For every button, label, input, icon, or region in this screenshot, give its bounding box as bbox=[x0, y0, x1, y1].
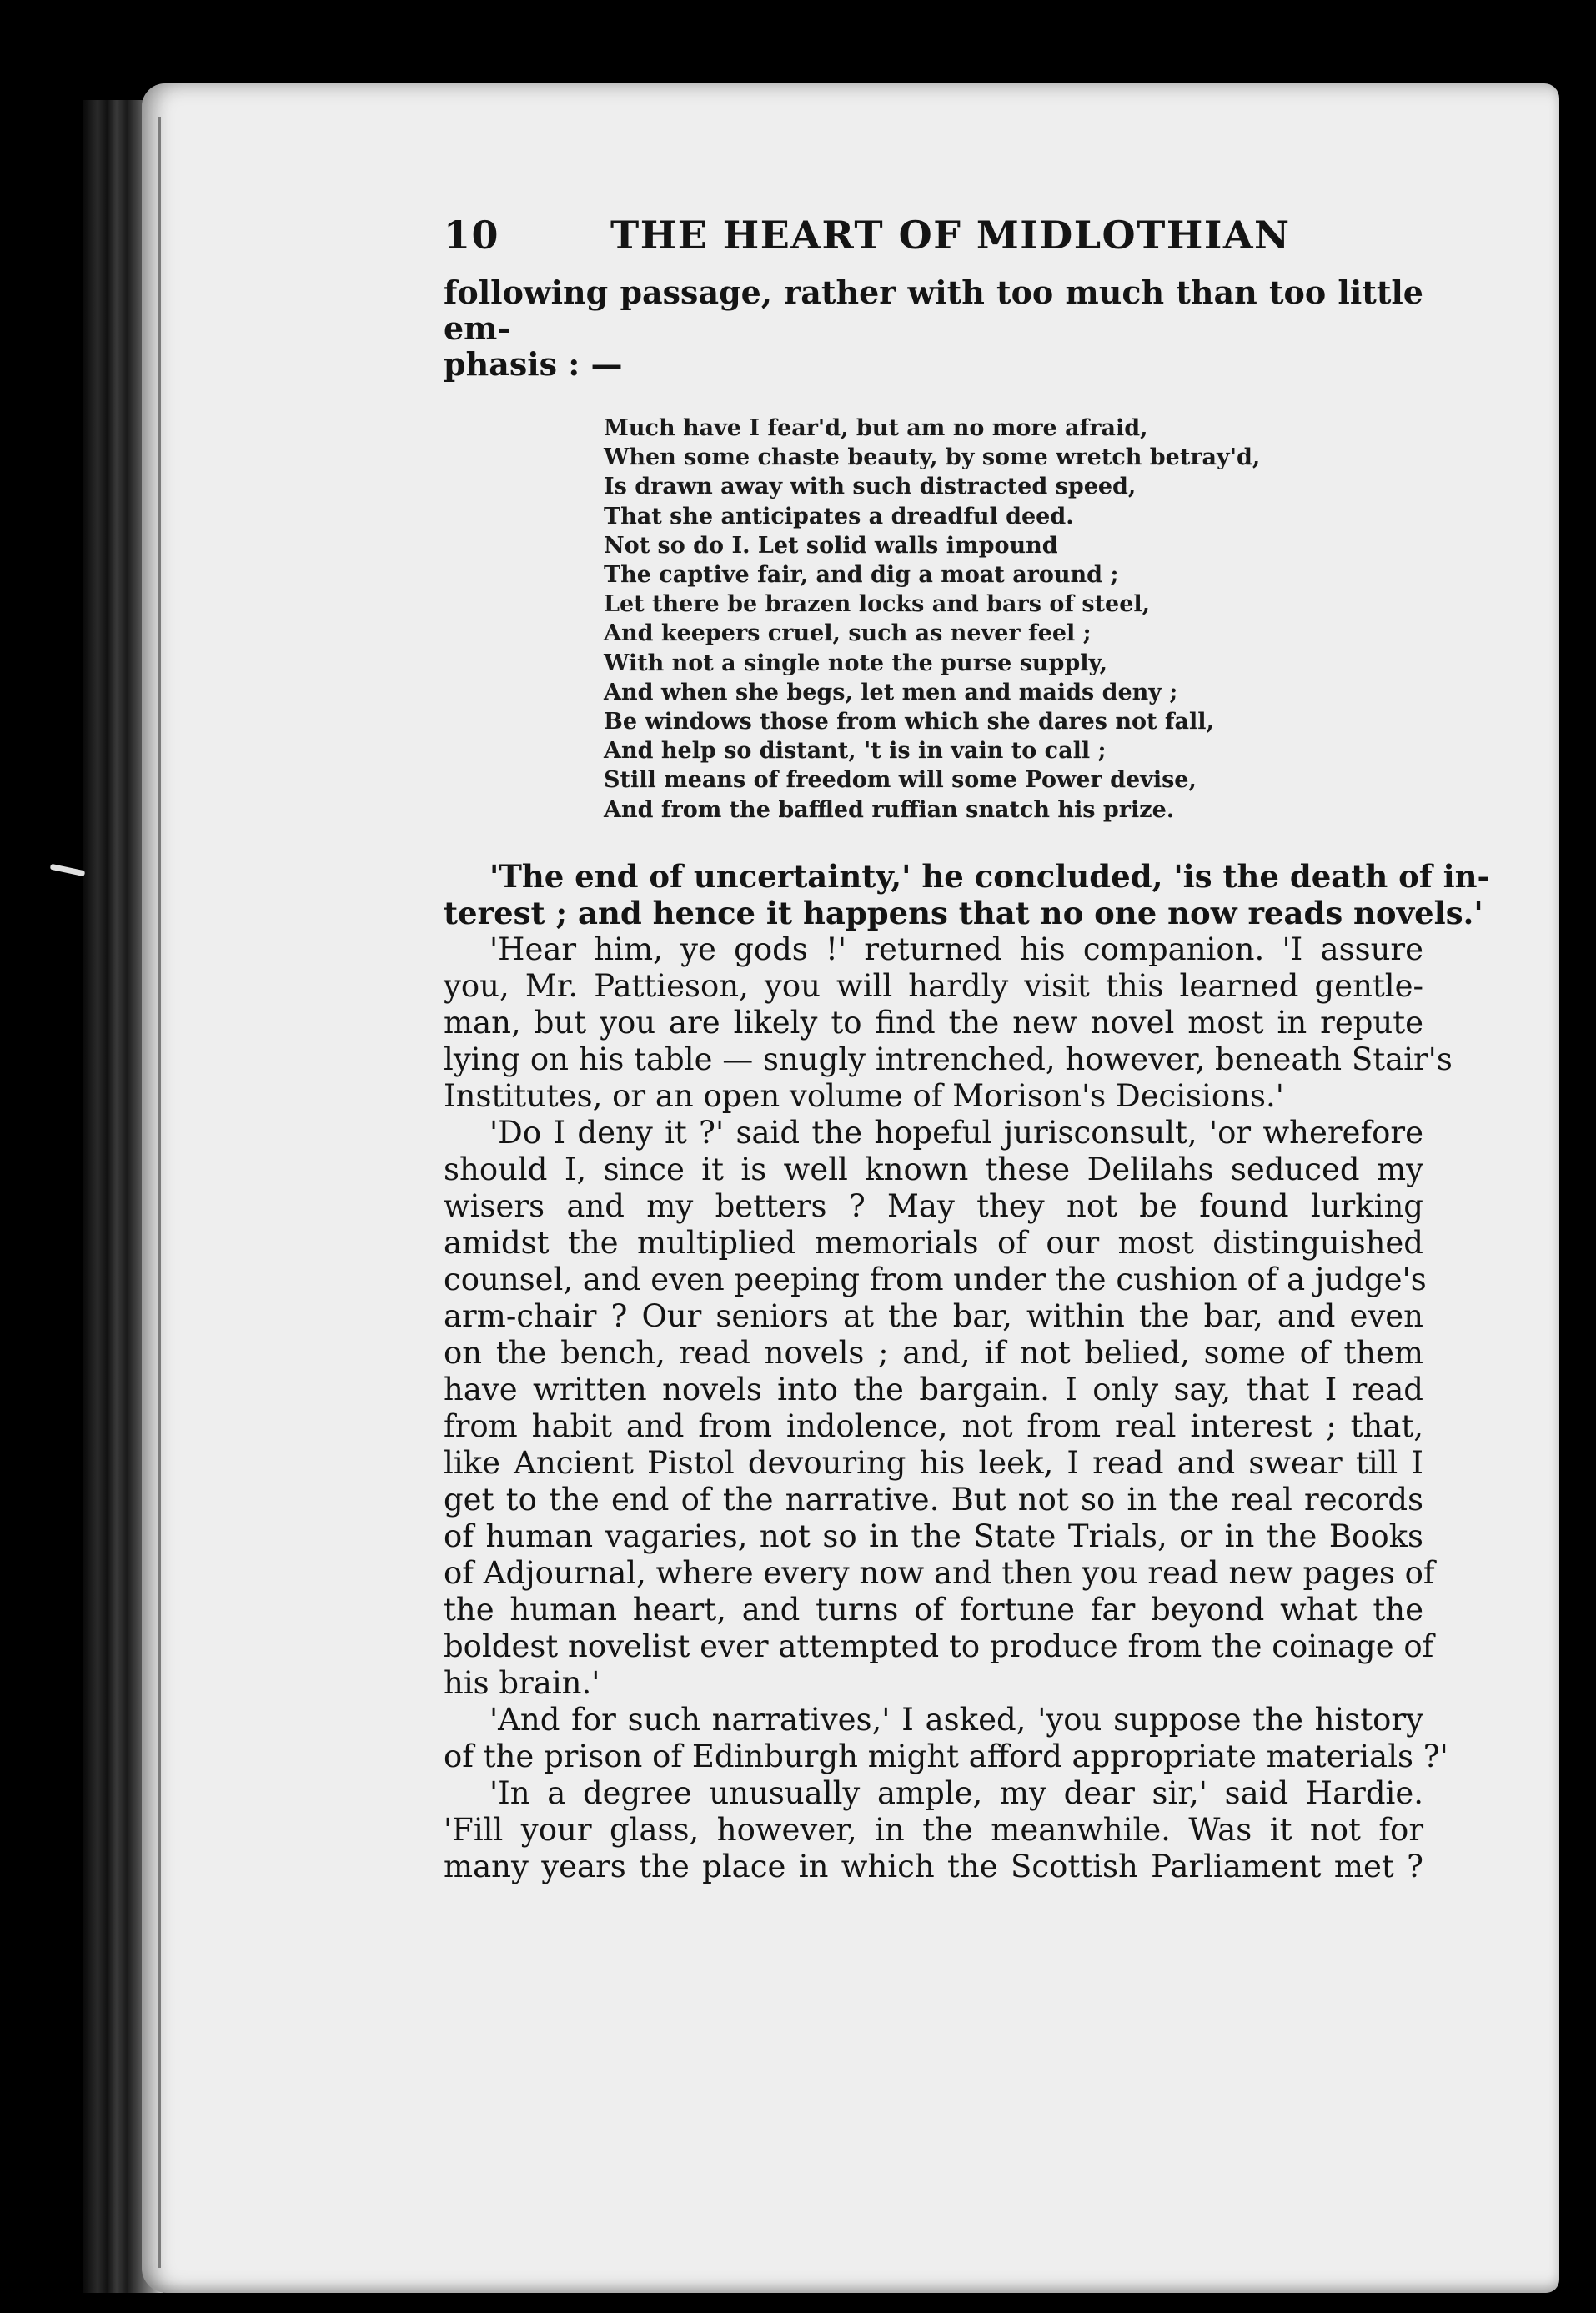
verse-line: Much have I fear'd, but am no more afraid, bbox=[604, 415, 1148, 441]
verse-line: Let there be brazen locks and bars of steel, bbox=[604, 591, 1151, 618]
text-line: of Adjournal, where every now and then you read new pages of bbox=[444, 1554, 1435, 1591]
text-line: like Ancient Pistol devouring his leek, I read and swear till I bbox=[444, 1444, 1423, 1481]
verse-line: And from the baffled ruffian snatch his prize. bbox=[604, 796, 1175, 823]
text-line: have written novels into the bargain. I only say, that I read bbox=[444, 1371, 1423, 1407]
text-line: of human vagaries, not so in the State Trials, or in the Books bbox=[444, 1518, 1423, 1554]
text-line: terest ; and hence it happens that no one now reads novels.' bbox=[444, 894, 1483, 931]
verse-line: Be windows those from which she dares not fall, bbox=[604, 709, 1214, 735]
paragraph bbox=[444, 857, 1490, 931]
margin-mark bbox=[50, 864, 86, 877]
verse-line: Still means of freedom will some Power devise, bbox=[604, 767, 1197, 794]
text-line: boldest novelist ever attempted to produce from the coinage of bbox=[444, 1628, 1434, 1664]
verse-line: And help so distant, 't is in vain to call ; bbox=[604, 738, 1107, 765]
text-line: his brain.' bbox=[444, 1664, 600, 1701]
text-line: counsel, and even peeping from under the cushion of a judge's bbox=[444, 1261, 1427, 1297]
verse-line: And when she begs, let men and maids deny ; bbox=[604, 679, 1178, 705]
text-line: man, but you are likely to find the new novel most in repute bbox=[444, 1004, 1423, 1041]
text-line: of the prison of Edinburgh might afford appropriate materials ?' bbox=[444, 1738, 1448, 1774]
text-line: 'Do I deny it ?' said the hopeful jurisconsult, 'or wherefore bbox=[489, 1114, 1423, 1151]
text-line: you, Mr. Pattieson, you will hardly visit this learned gentle- bbox=[444, 967, 1423, 1004]
text-line: 'And for such narratives,' I asked, 'you suppose the history bbox=[489, 1701, 1423, 1738]
verse-quotation bbox=[604, 414, 1423, 825]
text-line: Institutes, or an open volume of Morison's Decisions.' bbox=[444, 1077, 1284, 1114]
text-line: should I, since it is well known these Delilahs seduced my bbox=[444, 1151, 1423, 1187]
text-line: many years the place in which the Scottish Parliament met ? bbox=[444, 1848, 1423, 1884]
text-line: lying on his table — snugly intrenched, however, beneath Stair's bbox=[444, 1041, 1453, 1077]
text-line: get to the end of the narrative. But not so in the real records bbox=[444, 1481, 1423, 1518]
text-line: amidst the multiplied memorials of our most distinguished bbox=[444, 1224, 1423, 1261]
text-line: arm-chair ? Our seniors at the bar, within the bar, and even bbox=[444, 1297, 1423, 1334]
paragraph bbox=[444, 931, 1453, 1115]
text-line: 'Hear him, ye gods !' returned his companion. 'I assure bbox=[489, 931, 1423, 967]
text-line: 'The end of uncertainty,' he concluded, 'is the death of in- bbox=[489, 857, 1490, 895]
text-line: 'Fill your glass, however, in the meanwhile. Was it not for bbox=[444, 1811, 1423, 1848]
intro-paragraph bbox=[444, 274, 1423, 382]
verse-line: Is drawn away with such distracted speed, bbox=[604, 474, 1137, 500]
text-line: phasis : — bbox=[444, 345, 623, 383]
verse-line: The captive fair, and dig a moat around ; bbox=[604, 562, 1119, 589]
text-line: on the bench, read novels ; and, if not belied, some of them bbox=[444, 1334, 1423, 1371]
text-line: the human heart, and turns of fortune far beyond what the bbox=[444, 1591, 1423, 1628]
page-edge-line bbox=[158, 117, 161, 2268]
verse-line: With not a single note the purse supply, bbox=[604, 650, 1108, 676]
text-line: following passage, rather with too much than too little em- bbox=[444, 273, 1423, 347]
page-number: 10 bbox=[444, 213, 500, 258]
paragraph bbox=[444, 1701, 1448, 1775]
verse-line: When some chaste beauty, by some wretch betray'd, bbox=[604, 444, 1261, 471]
paragraph bbox=[444, 1775, 1423, 1885]
verse-line: That she anticipates a dreadful deed. bbox=[604, 503, 1074, 529]
paragraph bbox=[444, 1114, 1435, 1702]
text-line: from habit and from indolence, not from real interest ; that, bbox=[444, 1407, 1423, 1444]
page-text bbox=[444, 213, 1490, 1885]
verse-line: Not so do I. Let solid walls impound bbox=[604, 532, 1058, 559]
prose-body bbox=[444, 857, 1490, 1885]
verse-line: And keepers cruel, such as never feel ; bbox=[604, 620, 1092, 647]
running-title: THE HEART OF MIDLOTHIAN bbox=[610, 213, 1291, 258]
text-line: wisers and my betters ? May they not be found lurking bbox=[444, 1187, 1423, 1224]
text-line: 'In a degree unusually ample, my dear sir,' said Hardie. bbox=[489, 1774, 1423, 1811]
page-header bbox=[444, 213, 1423, 258]
